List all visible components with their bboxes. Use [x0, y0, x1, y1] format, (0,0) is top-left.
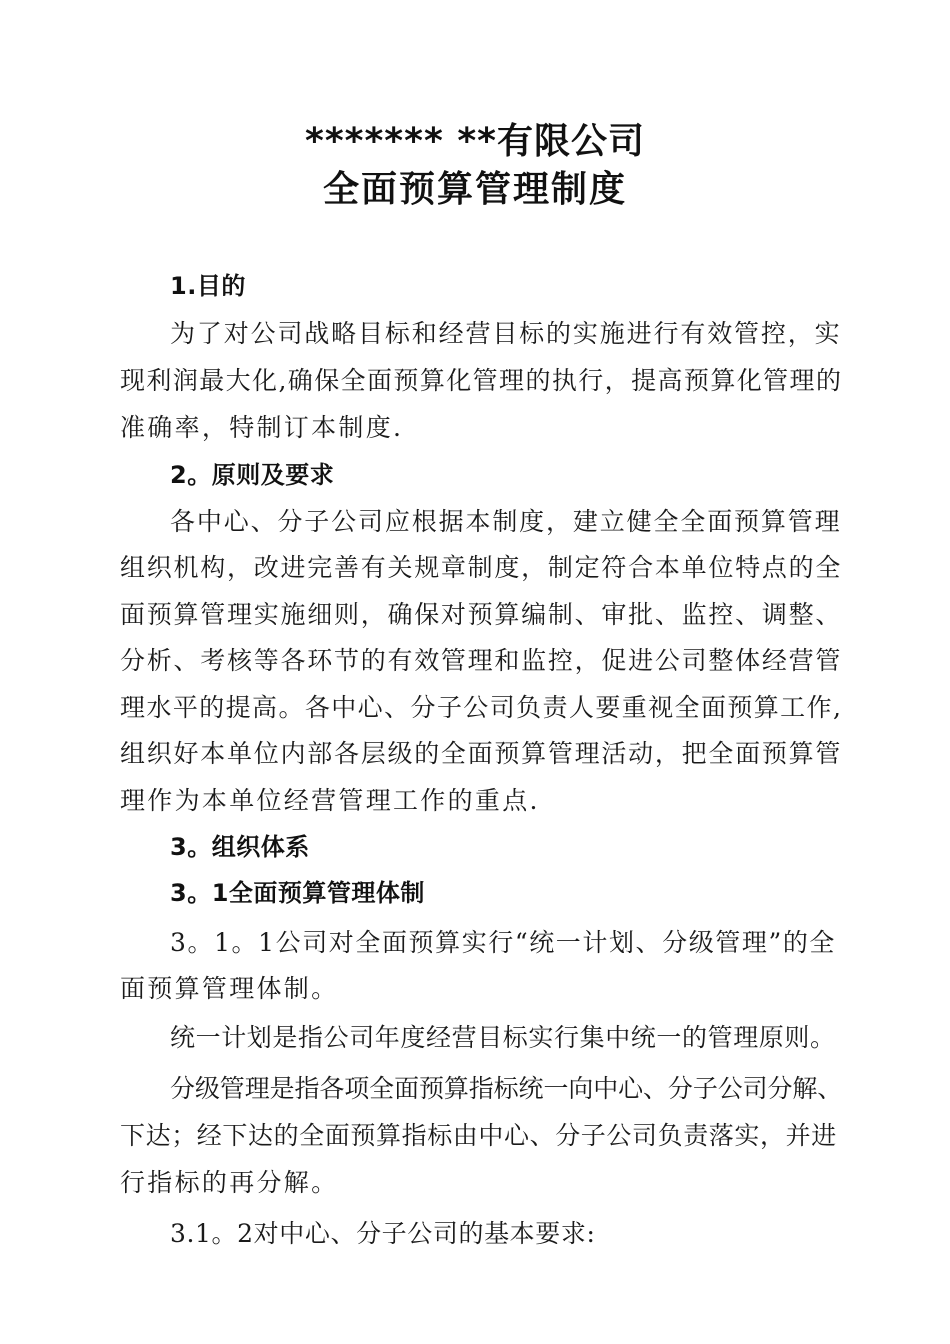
- document-title: 全面预算管理制度: [322, 169, 627, 210]
- paragraph-line: 面预算管理体制。: [120, 974, 339, 1003]
- section-heading-purpose: 1.目的: [170, 272, 246, 300]
- paragraph-line: 理水平的提高。各中心、分子公司负责人要重视全面预算工作,: [120, 693, 843, 722]
- company-title: ******* **有限公司: [305, 121, 645, 162]
- paragraph-line: 现利润最大化,确保全面预算化管理的执行，提高预算化管理的: [120, 366, 843, 395]
- section-heading-principles: 2。原则及要求: [170, 461, 335, 489]
- paragraph-line: 分析、考核等各环节的有效管理和监控，促进公司整体经营管: [120, 646, 843, 675]
- paragraph-line: 组织机构，改进完善有关规章制度，制定符合本单位特点的全: [120, 553, 843, 582]
- paragraph-line: 各中心、分子公司应根据本制度，建立健全全面预算管理: [170, 507, 842, 536]
- paragraph-line: 3。1。1公司对全面预算实行“统一计划、分级管理”的全: [170, 928, 835, 957]
- paragraph-line: 统一计划是指公司年度经营目标实行集中统一的管理原则。: [170, 1023, 836, 1052]
- paragraph-line: 理作为本单位经营管理工作的重点.: [120, 786, 540, 815]
- paragraph-line: 分级管理是指各项全面预算指标统一向中心、分子公司分解、: [170, 1074, 843, 1103]
- paragraph-line: 准确率，特制订本制度.: [120, 413, 404, 442]
- section-heading-organization: 3。组织体系: [170, 833, 310, 861]
- paragraph-line: 组织好本单位内部各层级的全面预算管理活动，把全面预算管: [120, 739, 843, 768]
- paragraph-line: 行指标的再分解。: [120, 1168, 339, 1197]
- paragraph-line: 下达；经下达的全面预算指标由中心、分子公司负责落实，并进: [120, 1121, 837, 1150]
- paragraph-line: 面预算管理实施细则，确保对预算编制、审批、监控、调整、: [120, 600, 843, 629]
- paragraph-line: 3.1。2对中心、分子公司的基本要求:: [170, 1219, 596, 1248]
- paragraph-line: 为了对公司战略目标和经营目标的实施进行有效管控，实: [170, 319, 842, 348]
- subsection-heading-system: 3。1全面预算管理体制: [170, 879, 425, 907]
